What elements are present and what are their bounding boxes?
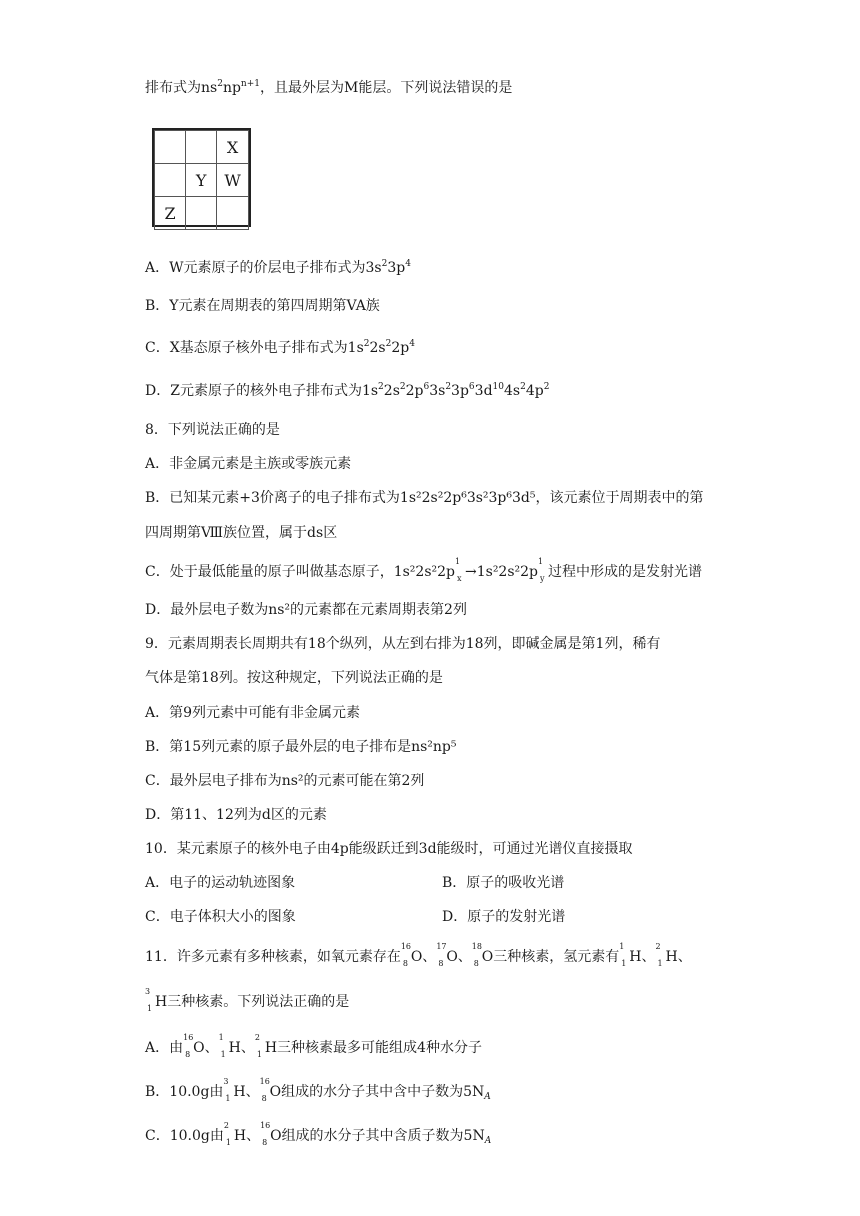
q7-option-d: D．Z元素原子的核外电子排布式为$1s^22s^22p^63s^23p^63d^{10}4s^24p^2$ (145, 382, 550, 399)
grid-cell-x: X (217, 131, 249, 164)
q7-option-c: C．X基态原子核外电子排布式为$1s^22s^22p^4$ (145, 339, 415, 356)
grid-cell-z: Z (155, 197, 186, 230)
grid-cell (217, 197, 249, 230)
grid-cell (155, 131, 186, 164)
q9-stem-line1: 9．元素周期表长周期共有18个纵列，从左到右排为18列，即碱金属是第1列，稀有 (145, 636, 661, 652)
q7-option-a: A．W元素原子的价层电子排布式为$3s^23p^4$ (145, 259, 411, 276)
q11-option-c: C．10.0g由 2 1 H、 16 8 O组成的水分子其中含质子数为$5N_A$ (145, 1121, 492, 1147)
q9-stem-line2: 气体是第18列。按这种规定，下列说法正确的是 (145, 670, 443, 686)
q10-option-b: B．原子的吸收光谱 (442, 875, 565, 891)
q10-option-d: D．原子的发射光谱 (442, 909, 566, 925)
grid-cell (155, 164, 186, 197)
q7-option-b: B．Y元素在周期表的第四周期第VA族 (145, 298, 380, 314)
q10-option-a: A．电子的运动轨迹图象 (145, 875, 296, 891)
q8-option-c: C．处于最低能量的原子叫做基态原子，1s²2s²2p 1 x →1s²2s²2p 1 y 过程中形成的是发射光谱 (145, 557, 703, 583)
grid-cell (186, 131, 217, 164)
q7-stem: 排布式为$ns^2np^{n+1}$，且最外层为M能层。下列说法错误的是 (145, 79, 513, 96)
q8-option-b-line1: B．已知某元素+3价离子的电子排布式为1s²2s²2p⁶3s²3p⁶3d⁵，该元素位于周期表中的第 (145, 490, 704, 506)
grid-cell-w: W (217, 164, 249, 197)
grid-cell-y: Y (186, 164, 217, 197)
grid-cell (186, 197, 217, 230)
q11-stem-line2: 3 1 H三种核素。下列说法正确的是 (145, 987, 350, 1013)
q10-stem: 10．某元素原子的核外电子由4p能级跃迁到3d能级时，可通过光谱仪直接摄取 (145, 841, 633, 857)
q9-option-c: C．最外层电子排布为ns²的元素可能在第2列 (145, 773, 425, 789)
q9-option-d: D．第11、12列为d区的元素 (145, 807, 327, 823)
q8-option-a: A．非金属元素是主族或零族元素 (145, 456, 352, 472)
q11-option-b: B．10.0g由 3 1 H、 16 8 O组成的水分子其中含中子数为$5N_A$ (145, 1077, 491, 1103)
periodic-table-fragment (152, 128, 251, 227)
q8-stem: 8．下列说法正确的是 (145, 422, 280, 438)
q10-option-c: C．电子体积大小的图象 (145, 909, 296, 925)
q9-option-b: B．第15列元素的原子最外层的电子排布是ns²np⁵ (145, 739, 457, 755)
q11-option-a: A．由 16 8 O、 1 1 H、 2 1 H三种核素最多可能组成4种水分子 (145, 1033, 482, 1059)
q11-stem-line1: 11．许多元素有多种核素，如氧元素存在 16 8 O、 17 8 O、 18 8 O三种核素，氢元素有 1 1 H、 2 1 H、 (145, 942, 692, 968)
q9-option-a: A．第9列元素中可能有非金属元素 (145, 705, 361, 721)
q8-option-b-line2: 四周期第Ⅷ族位置，属于ds区 (145, 525, 338, 541)
q8-option-d: D．最外层电子数为ns²的元素都在元素周期表第2列 (145, 602, 467, 618)
